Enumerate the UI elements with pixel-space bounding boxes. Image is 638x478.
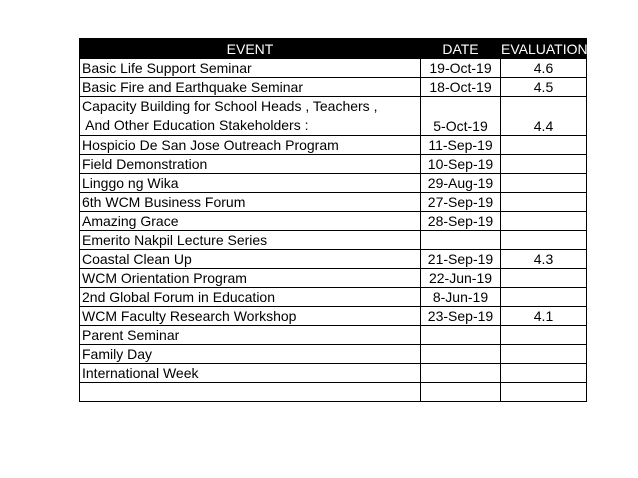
event-cell <box>80 383 421 402</box>
header-evaluation: EVALUATION <box>501 40 588 57</box>
event-cell: Basic Fire and Earthquake Seminar <box>80 78 421 97</box>
table-row <box>80 59 587 78</box>
evaluation-cell <box>501 364 587 383</box>
table-row <box>80 155 587 174</box>
date-cell: 5-Oct-19 <box>421 97 501 136</box>
event-cell: 6th WCM Business Forum <box>80 193 421 212</box>
table-row <box>80 364 587 383</box>
event-cell: Hospicio De San Jose Outreach Program <box>80 136 421 155</box>
event-cell: Coastal Clean Up <box>80 250 421 269</box>
event-cell: International Week <box>80 364 421 383</box>
evaluation-cell <box>501 136 587 155</box>
event-line: And Other Education Stakeholders : <box>82 117 309 133</box>
event-cell: Basic Life Support Seminar <box>80 59 421 78</box>
header-event: EVENT <box>80 39 421 59</box>
date-cell <box>421 326 501 345</box>
events-table <box>79 38 587 402</box>
table-row <box>80 383 587 402</box>
table-row <box>80 174 587 193</box>
table-row <box>80 307 587 326</box>
date-cell <box>421 345 501 364</box>
table-row <box>80 97 587 136</box>
evaluation-cell: 4.3 <box>501 250 587 269</box>
date-cell <box>421 364 501 383</box>
evaluation-cell: 4.5 <box>501 78 587 97</box>
date-cell: 21-Sep-19 <box>421 250 501 269</box>
table-row <box>80 78 587 97</box>
event-cell: Parent Seminar <box>80 326 421 345</box>
date-cell: 11-Sep-19 <box>421 136 501 155</box>
evaluation-cell <box>501 174 587 193</box>
date-cell: 27-Sep-19 <box>421 193 501 212</box>
date-cell: 29-Aug-19 <box>421 174 501 193</box>
date-cell: 23-Sep-19 <box>421 307 501 326</box>
event-cell: WCM Orientation Program <box>80 269 421 288</box>
table-row <box>80 345 587 364</box>
event-cell <box>80 97 421 136</box>
date-cell: 10-Sep-19 <box>421 155 501 174</box>
date-cell <box>421 383 501 402</box>
date-cell <box>421 231 501 250</box>
event-cell: 2nd Global Forum in Education <box>80 288 421 307</box>
table-row <box>80 212 587 231</box>
evaluation-cell <box>501 231 587 250</box>
table-row <box>80 231 587 250</box>
evaluation-cell: 4.4 <box>501 97 587 136</box>
evaluation-cell <box>501 269 587 288</box>
evaluation-cell <box>501 212 587 231</box>
table-row <box>80 269 587 288</box>
event-cell: WCM Faculty Research Workshop <box>80 307 421 326</box>
date-cell: 28-Sep-19 <box>421 212 501 231</box>
evaluation-cell <box>501 383 587 402</box>
header-date: DATE <box>421 39 501 59</box>
header-row <box>80 39 587 59</box>
table-row <box>80 136 587 155</box>
event-cell: Amazing Grace <box>80 212 421 231</box>
event-line: Capacity Building for School Heads , Teachers , <box>82 98 378 114</box>
table-row <box>80 193 587 212</box>
date-cell: 18-Oct-19 <box>421 78 501 97</box>
evaluation-cell: 4.1 <box>501 307 587 326</box>
evaluation-cell <box>501 193 587 212</box>
event-cell: Family Day <box>80 345 421 364</box>
event-cell: Linggo ng Wika <box>80 174 421 193</box>
date-cell: 22-Jun-19 <box>421 269 501 288</box>
date-cell: 19-Oct-19 <box>421 59 501 78</box>
evaluation-cell <box>501 345 587 364</box>
evaluation-cell <box>501 155 587 174</box>
date-cell: 8-Jun-19 <box>421 288 501 307</box>
table-row <box>80 326 587 345</box>
event-cell: Field Demonstration <box>80 155 421 174</box>
table-row <box>80 288 587 307</box>
evaluation-cell: 4.6 <box>501 59 587 78</box>
table-row <box>80 250 587 269</box>
evaluation-cell <box>501 288 587 307</box>
event-cell: Emerito Nakpil Lecture Series <box>80 231 421 250</box>
evaluation-cell <box>501 326 587 345</box>
